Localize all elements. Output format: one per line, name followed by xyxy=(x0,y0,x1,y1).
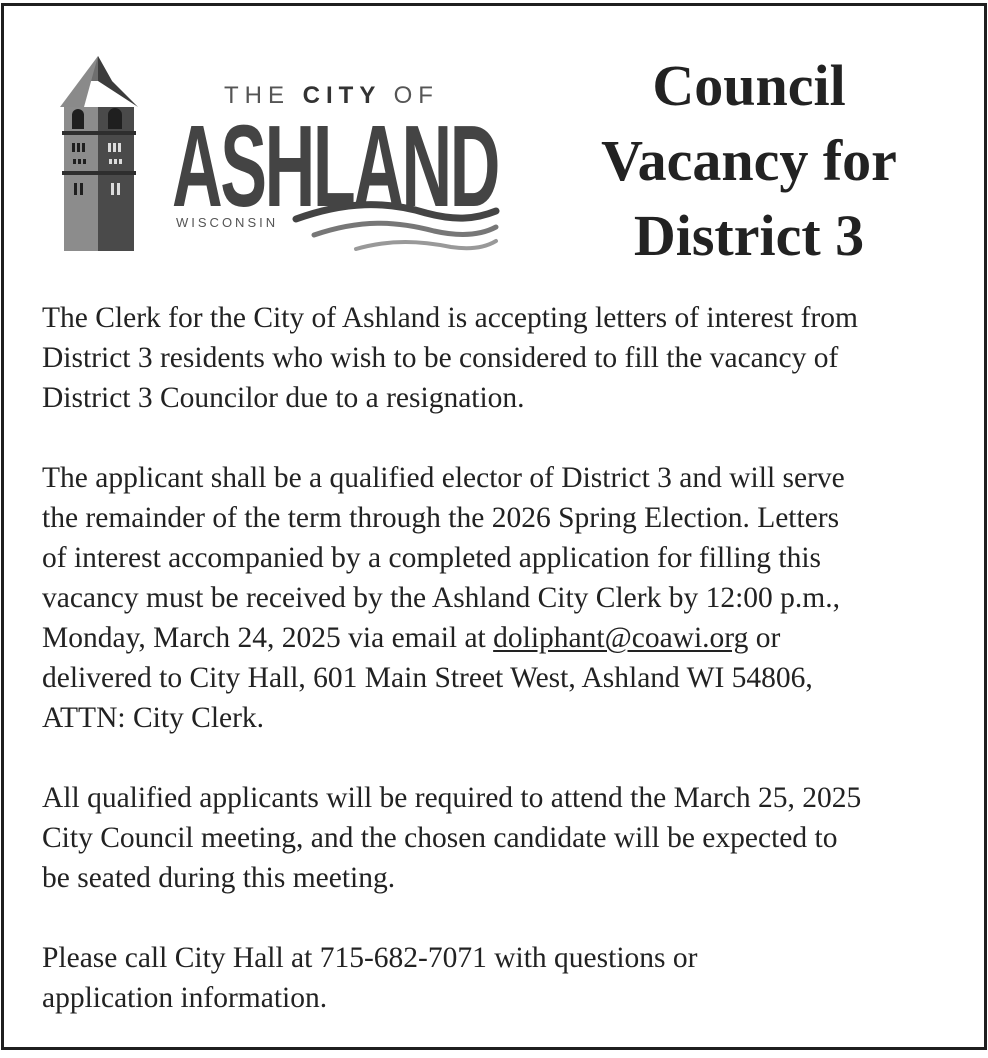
text-line: The applicant shall be a qualified elector of District 3 and will serve xyxy=(42,462,845,494)
notice-body xyxy=(42,298,972,1058)
text-line: be seated during this meeting. xyxy=(42,862,396,894)
logo-state: WISCONSIN xyxy=(176,215,279,230)
text-line: The Clerk for the City of Ashland is accepting letters of interest from xyxy=(42,302,858,334)
city-of-ashland-logo xyxy=(56,51,506,261)
text-line: District 3 Councilor due to a resignation. xyxy=(42,382,525,414)
paragraph-meeting xyxy=(42,778,972,898)
text-line: District 3 residents who wish to be considered to fill the vacancy of xyxy=(42,342,839,374)
paragraph-requirements xyxy=(42,458,972,738)
text-line: City Council meeting, and the chosen candidate will be expected to xyxy=(42,822,838,854)
paragraph-contact xyxy=(42,938,972,1018)
clock-tower-icon xyxy=(60,56,138,251)
headline-line: District 3 xyxy=(633,203,865,268)
logo-graphic xyxy=(56,51,506,261)
text-line: delivered to City Hall, 601 Main Street West, Ashland WI 54806, xyxy=(42,662,813,694)
email-line-suffix: or xyxy=(748,622,781,654)
headline-line: Council xyxy=(652,53,846,118)
notice-headline xyxy=(579,48,919,273)
text-line: the remainder of the term through the 2026 Spring Election. Letters xyxy=(42,502,840,534)
paragraph-intro xyxy=(42,298,972,418)
logo-city-name: ASHLAND xyxy=(172,101,498,231)
text-line: All qualified applicants will be required to attend the March 25, 2025 xyxy=(42,782,862,814)
text-line: ATTN: City Clerk. xyxy=(42,702,265,734)
text-line xyxy=(42,618,972,658)
text-line: Please call City Hall at 715-682-7071 with questions or xyxy=(42,942,698,974)
email-line-prefix: Monday, March 24, 2025 via email at xyxy=(42,622,494,654)
logo-top-line: THE CITY OF xyxy=(224,82,439,109)
headline-line: Vacancy for xyxy=(601,128,897,193)
notice-frame xyxy=(1,3,987,1050)
text-line: vacancy must be received by the Ashland City Clerk by 12:00 p.m., xyxy=(42,582,840,614)
text-line: of interest accompanied by a completed application for filling this xyxy=(42,542,822,574)
email-link[interactable]: doliphant@coawi.org xyxy=(493,622,749,654)
text-line: application information. xyxy=(42,982,328,1014)
